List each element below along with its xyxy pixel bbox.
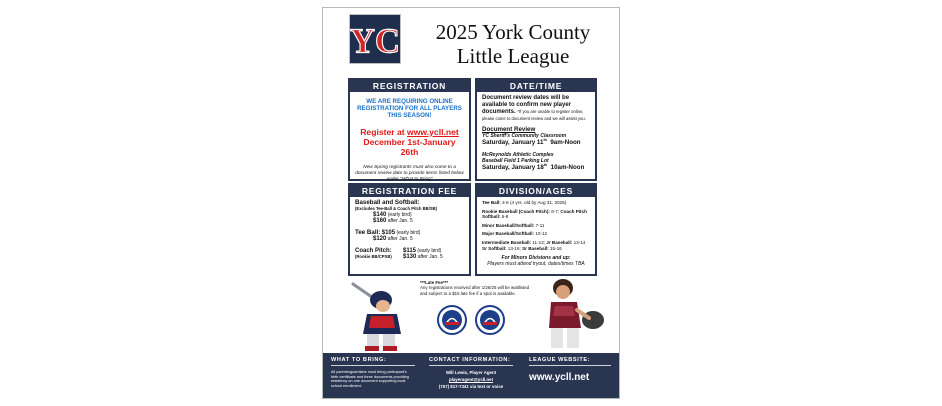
softball-player-image: [533, 276, 613, 352]
little-league-badge-softball: [475, 305, 505, 335]
date-2-time: 10am-Noon: [550, 164, 585, 171]
yc-logo: [349, 14, 401, 64]
tee-early-amount: $105: [381, 230, 396, 236]
tee-early-label: (early bird): [396, 230, 421, 236]
tee-after-amount: $120: [373, 236, 387, 242]
flyer: [322, 7, 620, 399]
div-rookie-value: 6-7;: [551, 208, 560, 214]
bb-after-label: after Jan. 5: [387, 218, 413, 224]
div-srsb-label: Sr Softball:: [482, 245, 507, 251]
division-box: [475, 183, 597, 276]
div-inter-value: 11-13;: [532, 239, 545, 245]
div-rookie: [482, 209, 590, 220]
fee-box: [348, 183, 471, 276]
div-tee: [482, 200, 590, 206]
location-2-line-2: Baseball Field 1 Parking Lot: [482, 158, 549, 164]
date-2-day: Saturday, January 18: [482, 164, 544, 171]
div-minor-value: 7-11: [535, 222, 545, 228]
datetime-header: DATE/TIME: [477, 80, 595, 92]
div-jr-label: Jr Baseball:: [546, 239, 573, 245]
contact-email-link[interactable]: playeragent@ycll.net: [448, 377, 494, 382]
div-coach-value: 6-8: [501, 214, 509, 220]
coach-early-amount: $115: [403, 248, 417, 254]
div-footnote: [482, 255, 590, 267]
div-major: [482, 231, 590, 237]
div-inter-label: Intermediate Baseball:: [482, 239, 532, 245]
div-inter: [482, 240, 590, 251]
datetime-intro: [482, 95, 590, 123]
div-foot-bold: For Minors Divisions and up:: [501, 255, 571, 262]
flyer-title: [415, 20, 611, 68]
register-dates: December 1st-January 26th: [363, 137, 456, 157]
title-line-2: Little League: [456, 44, 570, 68]
late-fee-text: Any registrations received after 1/26/25 will be waitlisted and subject to a $15 late fee if a spot is available.: [420, 285, 530, 296]
contact-column: [429, 357, 513, 390]
bring-text: All parents/guardians must bring participant's birth certificate and three documents providing residency on one document supporting local school enrollment.: [331, 370, 409, 388]
bb-exclusion: (Excludes Tee-Ball & Coach Pitch BB/SB): [355, 206, 438, 211]
div-tee-label: Tee Ball:: [482, 200, 501, 205]
bb-early-amount: $140: [373, 212, 387, 218]
bring-heading: WHAT TO BRING:: [331, 357, 415, 366]
spring-note: New Spring registrants must also come to a document review date to provide items listed below under "What to Bring": [355, 165, 464, 182]
registration-header: REGISTRATION: [350, 80, 469, 92]
yc-logo-graphic: [350, 15, 400, 63]
intro-small: *If you are unable to register online, please come to document review and we will assist you.: [482, 109, 586, 121]
register-link[interactable]: www.ycll.net: [407, 127, 459, 137]
div-srbb-label: Sr Baseball:: [522, 245, 549, 251]
div-minor: [482, 223, 590, 229]
register-prefix: Register at: [360, 127, 408, 137]
date-1: [482, 139, 590, 146]
div-srbb-value: 15-16: [549, 245, 562, 251]
div-rookie-label: Rookie Baseball (Coach Pitch):: [482, 208, 550, 214]
coach-early-label: (early bird): [417, 248, 442, 254]
website-column: [529, 357, 611, 383]
logo-letters: YC: [350, 22, 400, 61]
little-league-badge-baseball: [437, 305, 467, 335]
bring-column: [331, 357, 415, 388]
tee-title: Tee Ball:: [355, 229, 381, 236]
contact-details: [429, 369, 513, 390]
contact-heading: CONTACT INFORMATION:: [429, 357, 513, 366]
website-link[interactable]: www.ycll.net: [529, 372, 590, 383]
website-heading: LEAGUE WEBSITE:: [529, 357, 611, 366]
baseball-player-image: [345, 276, 415, 352]
review-heading: Document Review: [482, 126, 536, 133]
tee-after-label: after Jan. 5: [387, 236, 413, 242]
div-major-label: Major Baseball/Softball:: [482, 231, 535, 237]
coach-after: [355, 254, 464, 260]
late-fee-title: ***Late Fee***: [420, 280, 449, 285]
div-foot-text: Players must attend tryout, dates/times TBA: [487, 261, 585, 268]
location-2-line-1: McReynolds Athletic Complex: [482, 152, 554, 158]
div-minor-label: Minor Baseball/Softball:: [482, 222, 535, 228]
bb-after-amount: $160: [373, 218, 387, 224]
contact-name: Will Lewis, Player Agent: [445, 370, 497, 375]
datetime-box: [475, 78, 597, 181]
div-tee-value: 4-6 (4 yrs. old by Aug 31, 2025): [502, 200, 567, 205]
location-1: YC Sheriff's Community Classroom: [482, 133, 567, 139]
date-2-sup: th: [543, 162, 548, 167]
date-1-sup: th: [543, 137, 547, 142]
intro-text: Document review dates will be available to confirm new player documents.: [482, 95, 572, 115]
coach-title: Coach Pitch:: [355, 248, 392, 254]
bb-early-label: (early bird): [387, 212, 412, 218]
date-1-time: 9am-Noon: [550, 139, 581, 146]
date-1-day: Saturday, January 11: [482, 139, 544, 146]
fee-header: REGISTRATION FEE: [350, 185, 469, 197]
div-jr-value: 13-14: [573, 239, 586, 245]
bb-title: Baseball and Softball:: [355, 199, 420, 206]
div-srsb-value: 13-16;: [507, 245, 521, 251]
title-line-1: 2025 York County: [435, 20, 591, 44]
late-fee-note: [420, 280, 530, 296]
div-major-value: 10-12: [535, 231, 548, 237]
coach-after-label: after Jan. 5: [417, 254, 443, 260]
online-notice: WE ARE REQUIRING ONLINE REGISTRATION FOR ALL PLAYERS THIS SEASON!: [357, 98, 462, 119]
coach-sub: (Rookie BB/CPSB): [355, 254, 392, 259]
flyer-footer: [323, 353, 619, 398]
contact-phone: (757) 817-7341 via text or voice: [438, 384, 504, 389]
register-callout: [355, 127, 464, 157]
div-coach-label: Coach Pitch Softball:: [482, 208, 587, 220]
division-header: DIVISION/AGES: [477, 185, 595, 197]
date-2: [482, 164, 590, 171]
coach-after-amount: $130: [403, 254, 417, 260]
registration-box: [348, 78, 471, 181]
